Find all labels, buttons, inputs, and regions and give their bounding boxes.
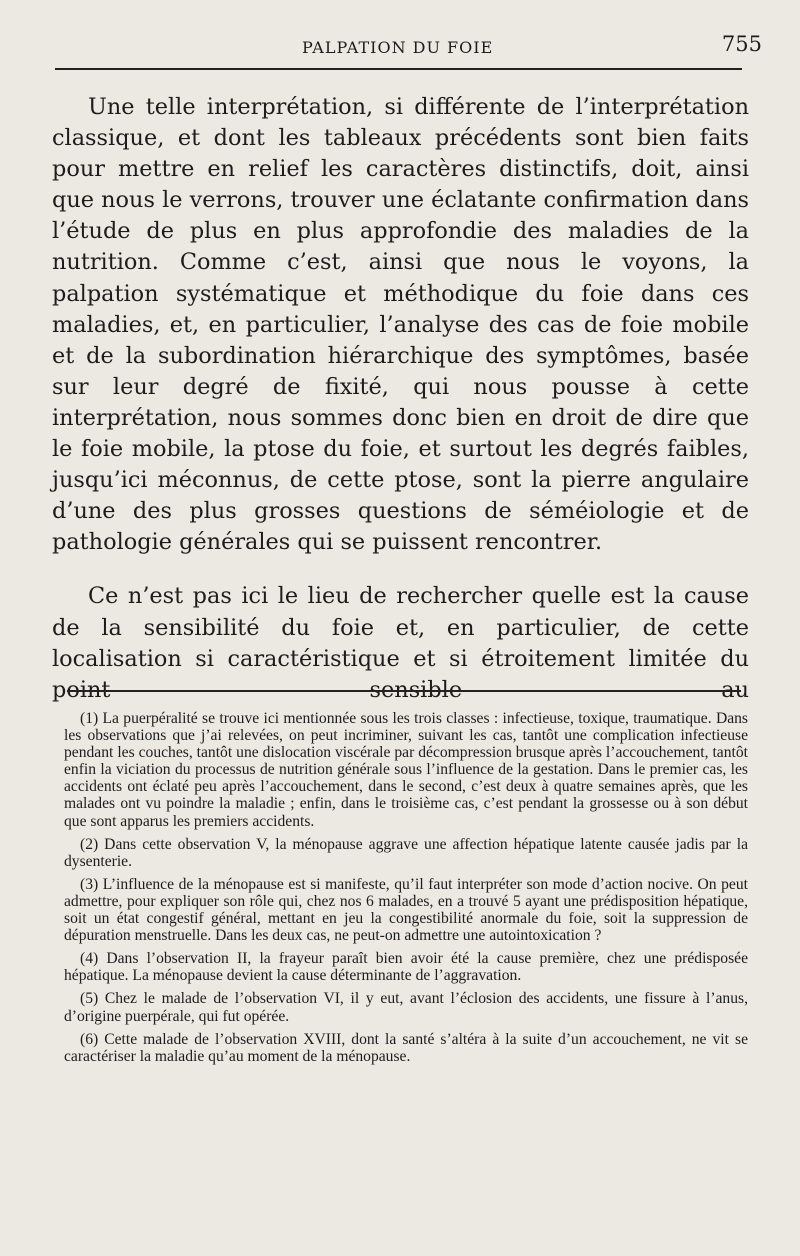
footnotes xyxy=(64,710,748,1071)
body-paragraph-2: Ce n’est pas ici le lieu de rechercher quelle est la cause de la sensibilité du foie et, en particulier, de cette localisation si caractéristique et si étroitement limitée du point sensible au xyxy=(52,583,749,703)
body-paragraph-1: Une telle interprétation, si différente de l’interprétation classique, et dont les tableaux précédents sont bien faits pour mettre en relief les caractères distinctifs, doit, ainsi que nous le verrons, trouver une éclatante confirmation dans l’étude de plus en plus approfondie des maladies de la nutrition. Comme c’est, ainsi que nous le voyons, la palpation systématique et méthodique du foie dans ces maladies, et, en particulier, l’analyse des cas de foie mobile et de la subordination hiérarchique des symptômes, basée sur leur degré de fixité, qui nous pousse à cette interprétation, nous sommes donc bien en droit de dire que le foie mobile, la ptose du foie, et surtout les degrés faibles, jusqu’ici méconnus, de cette ptose, sont la pierre angulaire d’une des plus grosses questions de séméiologie et de pathologie générales qui se puissent rencontrer. xyxy=(52,94,749,556)
footnote-2: (2) Dans cette observation V, la ménopause aggrave une affection hépatique latente causée jadis par la dysenterie. xyxy=(64,835,748,870)
footnote-3: (3) L’influence de la ménopause est si manifeste, qu’il faut interpréter son mode d’action nocive. On peut admettre, pour expliquer son rôle qui, chez nos 6 malades, en a trouvé 5 ayant une prédisposition hépatique, soit un état congestif général, mettant en jeu la congestibilité anormale du foie, soit la suppression de dépuration menstruelle. Dans les deux cas, ne peut-on admettre une autointoxication ? xyxy=(64,875,748,945)
footnote-4: (4) Dans l’observation II, la frayeur paraît bien avoir été la cause première, chez une prédisposée hépatique. La ménopause devient la cause déterminante de l’aggravation. xyxy=(64,950,748,985)
footnote-1: (1) La puerpéralité se trouve ici mentionnée sous les trois classes : infectieuse, toxique, traumatique. Dans les observations que j’ai relevées, on peut incriminer, suivant les cas, tantôt une complication infectieuse pendant les couches, tantôt une dislocation viscérale par décompression brusque après l’accouchement, tantôt enfin la viciation du processus de nutrition générale sous l’influence de la gestation. Dans le premier cas, les accidents ont éclaté peu après l’accouchement, dans le second, c’est deux à quatre semaines après, que les malades ont vu poindre la maladie ; enfin, dans le troisième cas, c’est pendant la grossesse ou à son début que sont apparus les premiers accidents. xyxy=(64,710,748,830)
running-title: PALPATION DU FOIE xyxy=(302,38,494,57)
page-number: 755 xyxy=(721,32,762,56)
main-text xyxy=(52,92,749,706)
footnote-5: (5) Chez le malade de l’observation VI, il y eut, avant l’éclosion des accidents, une fissure à l’anus, d’origine puerpérale, qui fut opérée. xyxy=(64,990,748,1025)
footnote-6: (6) Cette malade de l’observation XVIII, dont la santé s’altéra à la suite d’un accouchement, ne vit se caractériser la maladie qu’au moment de la ménopause. xyxy=(64,1030,748,1065)
page-header xyxy=(57,32,762,68)
header-rule xyxy=(55,68,742,70)
footnote-rule xyxy=(67,690,741,692)
